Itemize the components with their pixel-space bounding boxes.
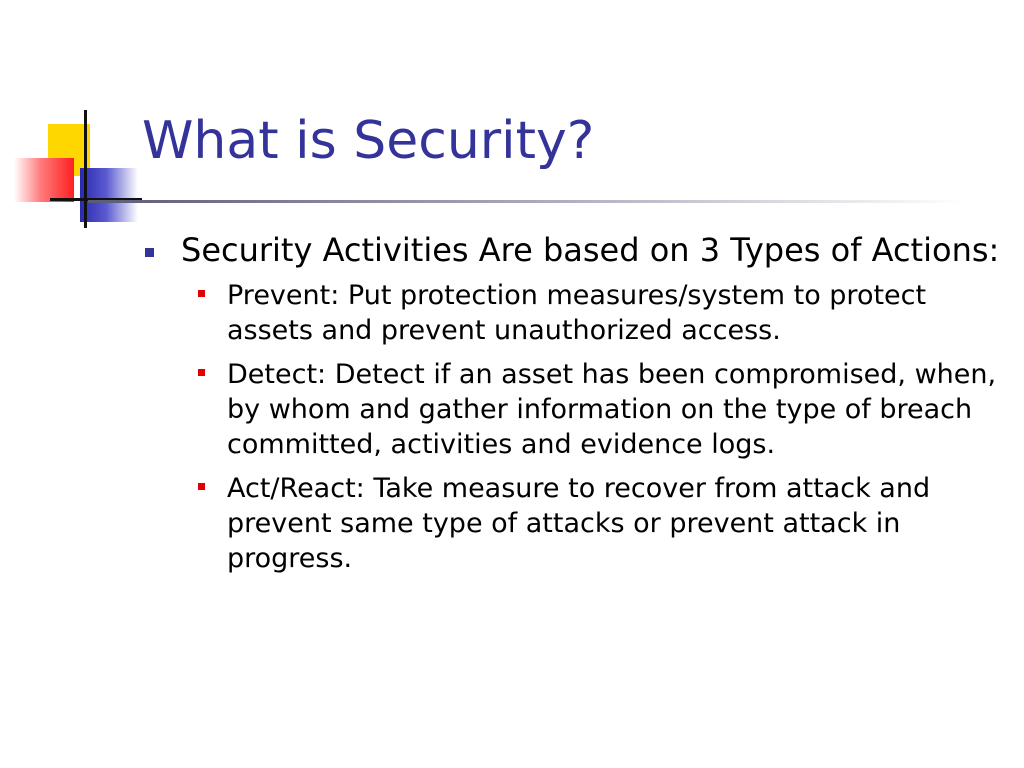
- red-square: [14, 158, 74, 202]
- vertical-line: [84, 110, 87, 228]
- square-bullet-icon: [198, 290, 205, 297]
- bullet-point: [145, 230, 1005, 270]
- bullet-text: Security Activities Are based on 3 Types of Actions:: [181, 231, 1000, 269]
- blue-square: [80, 168, 138, 222]
- sub-bullet-prevent: [190, 278, 1005, 348]
- decorative-squares-logo: [0, 100, 150, 230]
- sub-bullet-text: Act/React: Take measure to recover from attack and prevent same type of attacks or prevent attack in progress.: [227, 473, 931, 574]
- title-underline: [88, 200, 968, 203]
- sub-bullet-act-react: [190, 471, 1005, 576]
- sub-bullet-detect: [190, 357, 1005, 462]
- sub-bullet-text: Prevent: Put protection measures/system to protect assets and prevent unauthorized access.: [227, 280, 927, 346]
- square-bullet-icon: [198, 369, 205, 376]
- square-bullet-icon: [145, 248, 154, 257]
- sub-bullet-list: [145, 278, 1005, 576]
- slide-content: [145, 230, 1005, 585]
- square-bullet-icon: [198, 483, 205, 490]
- slide-title: What is Security?: [142, 111, 595, 171]
- sub-bullet-text: Detect: Detect if an asset has been compromised, when, by whom and gather information on the type of breach committed, activities and evidence logs.: [227, 359, 997, 460]
